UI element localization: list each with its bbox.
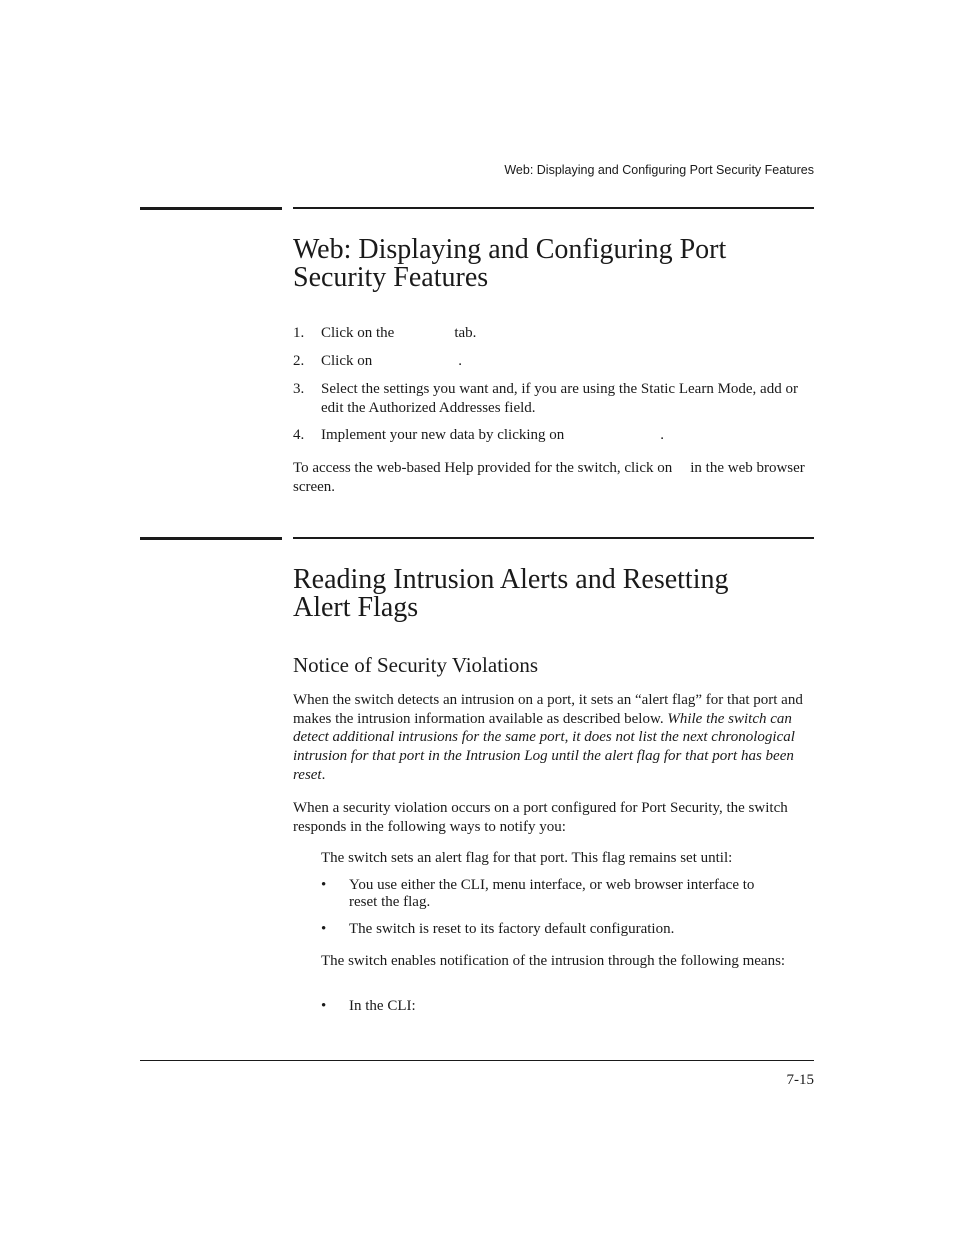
bullet-text: In the CLI: xyxy=(349,998,416,1014)
section-title xyxy=(293,566,813,622)
section-rule-right xyxy=(293,537,814,539)
indented-paragraph: The switch sets an alert flag for that port. This flag remains set until: xyxy=(321,850,733,866)
step-number: 4. xyxy=(293,427,305,443)
indented-paragraph: The switch enables notification of the intrusion through the following means: xyxy=(321,953,786,969)
paragraph-italic-text: While the switch can detect additional intrusions for the same port, it does not list the next chronological intrusion for that port in the Intrusion Log until the alert flag for that port has been reset xyxy=(293,710,795,783)
section-title xyxy=(293,236,813,292)
page-number: 7-15 xyxy=(786,1072,814,1088)
step-text-end: . xyxy=(660,427,665,443)
section-title-line-1: Reading Intrusion Alerts and Resetting xyxy=(293,564,729,595)
paragraph-text: When the switch detects an intrusion on a port, it sets an “alert flag” for that port and makes the intrusion information available as described below. xyxy=(293,692,803,727)
paragraph-text-end: . xyxy=(321,766,326,783)
running-header: Web: Displaying and Configuring Port Security Features xyxy=(504,163,814,177)
bullet-icon: • xyxy=(321,877,327,893)
step-text: Click on the xyxy=(321,325,395,341)
step-number: 1. xyxy=(293,325,305,341)
section-title-line-2: Security Features xyxy=(293,262,489,293)
subheading: Notice of Security Violations xyxy=(293,653,539,677)
help-text: To access the web-based Help provided for the switch, click on xyxy=(293,460,673,476)
help-text-end: in the web browser screen. xyxy=(293,460,805,495)
section-title-line-2: Alert Flags xyxy=(293,592,419,623)
step-number: 2. xyxy=(293,353,305,369)
bullet-text: The switch is reset to its factory default configuration. xyxy=(349,921,675,937)
section-rule-left xyxy=(140,207,282,210)
intrusion-paragraph xyxy=(293,691,813,785)
violation-paragraph: When a security violation occurs on a port configured for Port Security, the switch responds in the following ways to notify you: xyxy=(293,800,788,835)
footer-rule xyxy=(140,1060,814,1061)
step-number: 3. xyxy=(293,381,305,397)
bullet-icon: • xyxy=(321,998,327,1014)
section-rule-right xyxy=(293,207,814,209)
step-text: Select the settings you want and, if you are using the Static Learn Mode, add or edit the Authorized Addresses field. xyxy=(321,381,798,416)
step-text-end: tab. xyxy=(454,325,477,341)
bullet-text: You use either the CLI, menu interface, or web browser interface to reset the flag. xyxy=(349,877,755,910)
step-text: Click on xyxy=(321,353,373,369)
section-title-line-1: Web: Displaying and Configuring Port xyxy=(293,234,727,265)
help-paragraph xyxy=(293,459,813,496)
bullet-icon: • xyxy=(321,921,327,937)
step-text-end: . xyxy=(458,353,462,369)
step-text: Implement your new data by clicking on xyxy=(321,427,565,443)
section-rule-left xyxy=(140,537,282,540)
